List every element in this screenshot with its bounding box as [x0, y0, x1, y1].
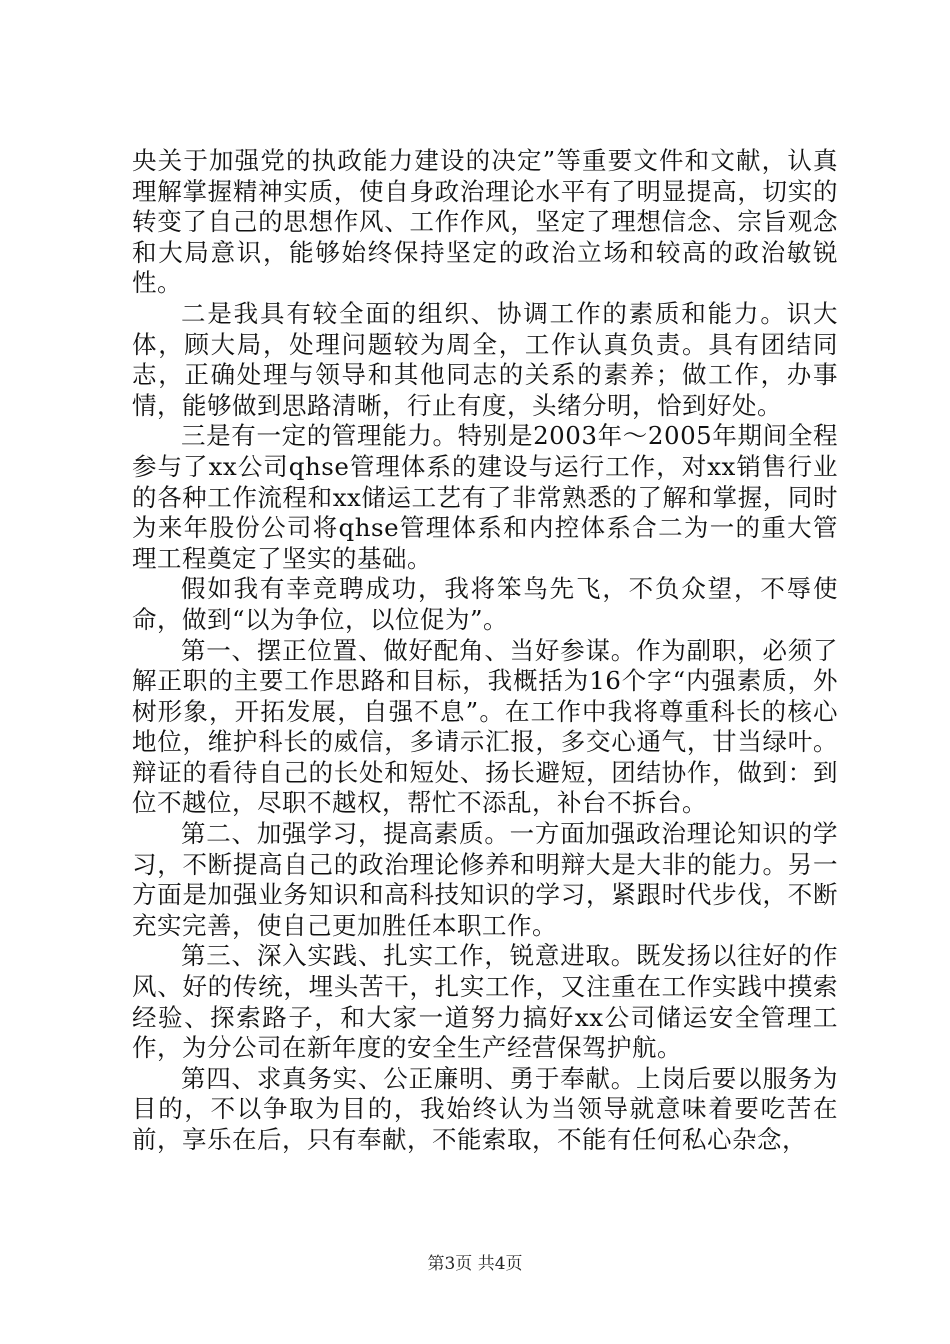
page-footer: 第3页 共4页	[427, 1254, 523, 1274]
paragraph-3: 三是有一定的管理能力。特别是2003年～2005年期间全程参与了xx公司qhse管理体系的建设与运行工作，对xx销售行业的各种工作流程和xx储运工艺有了非常熟悉的了解和掌握，同时为来年股份公司将qhse管理体系和内控体系合二为一的重大管理工程奠定了坚实的基础。	[132, 421, 838, 573]
paragraph-4: 假如我有幸竞聘成功，我将笨鸟先飞，不负众望，不辱使命，做到“以为争位，以位促为”。	[132, 574, 838, 634]
paragraph-8: 第四、求真务实、公正廉明、勇于奉献。上岗后要以服务为目的，不以争取为目的，我始终认为当领导就意味着要吃苦在前，享乐在后，只有奉献，不能索取，不能有任何私心杂念，	[132, 1063, 838, 1154]
paragraph-6: 第二、加强学习，提高素质。一方面加强政治理论知识的学习，不断提高自己的政治理论修养和明辩大是大非的能力。另一方面是加强业务知识和高科技知识的学习，紧跟时代步伐，不断充实完善，使自己更加胜任本职工作。	[132, 819, 838, 940]
paragraph-2: 二是我具有较全面的组织、协调工作的素质和能力。识大体，顾大局，处理问题较为周全，工作认真负责。具有团结同志，正确处理与领导和其他同志的关系的素养；做工作，办事情，能够做到思路清晰，行止有度，头绪分明，恰到好处。	[132, 298, 838, 420]
paragraph-1: 央关于加强党的执政能力建设的决定”等重要文件和文献，认真理解掌握精神实质，使自身政治理论水平有了明显提高，切实的转变了自己的思想作风、工作作风，坚定了理想信念、宗旨观念和大局意识，能够始终保持坚定的政治立场和较高的政治敏锐性。	[132, 146, 838, 298]
document-body	[132, 146, 838, 1156]
paragraph-5: 第一、摆正位置、做好配角、当好参谋。作为副职，必须了解正职的主要工作思路和目标，我概括为16个字“内强素质，外树形象，开拓发展，自强不息”。在工作中我将尊重科长的核心地位，维护科长的威信，多请示汇报，多交心通气，甘当绿叶。辩证的看待自己的长处和短处、扬长避短，团结协作，做到：到位不越位，尽职不越权，帮忙不添乱，补台不拆台。	[132, 635, 838, 818]
paragraph-7: 第三、深入实践、扎实工作，锐意进取。既发扬以往好的作风、好的传统，埋头苦干，扎实工作，又注重在工作实践中摸索经验、探索路子，和大家一道努力搞好xx公司储运安全管理工作，为分公司在新年度的安全生产经营保驾护航。	[132, 941, 838, 1063]
